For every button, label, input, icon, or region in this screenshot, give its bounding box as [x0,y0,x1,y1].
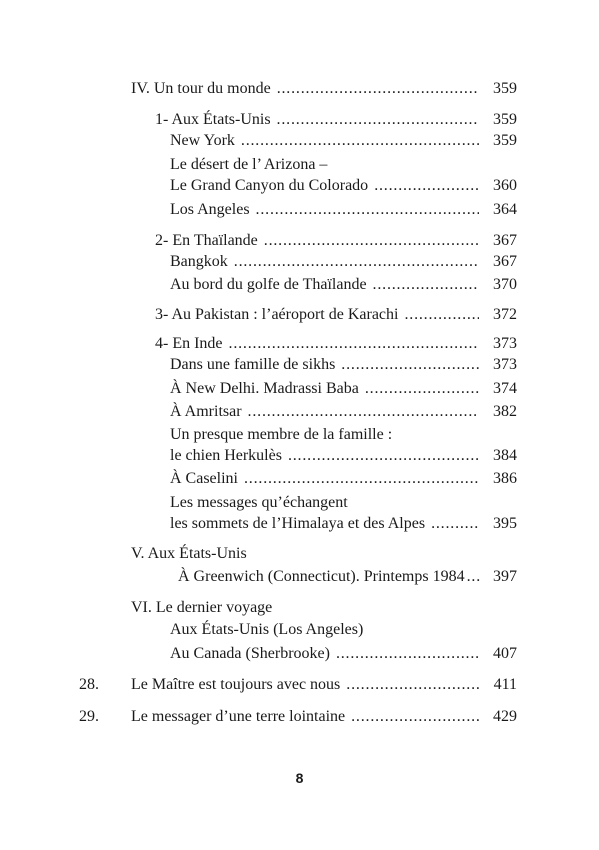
toc-entry-part-v: V. Aux États-Unis [131,545,247,562]
toc-entry-chien [170,446,517,466]
toc-page-number: 382 [493,403,517,420]
toc-entry-los-angeles [170,200,517,220]
toc-page-number: 372 [493,306,517,323]
dot-leader [288,446,479,466]
toc-page-number: 360 [493,177,517,194]
toc-entry-canada [170,644,517,664]
toc-page-number: 373 [493,356,517,373]
toc-page-number: 429 [493,708,517,725]
dot-leader [346,675,479,695]
toc-page-number: 370 [493,276,517,293]
toc-entry-ch28 [79,675,517,695]
toc-entry-arizona-line1: Le désert de l’ Arizona – [170,156,328,173]
toc-entry-title: Bangkok [170,253,228,270]
dot-leader [241,131,479,151]
dot-leader [244,469,479,489]
toc-entry-messages [170,514,517,534]
toc-page-number: 395 [493,515,517,532]
toc-entry-new-york [170,131,517,151]
toc-entry-part-iv [131,79,517,99]
toc-entry-amritsar [170,402,517,422]
dot-leader [336,644,479,664]
toc-entry-title: À New Delhi. Madrassi Baba [170,380,359,397]
toc-entry-title: IV. Un tour du monde [131,80,271,97]
dot-leader [277,79,479,99]
dot-leader [351,707,479,727]
toc-entry-inde [155,334,517,354]
toc-page-number: 364 [493,201,517,218]
toc-entry-title: Au Canada (Sherbrooke) [170,645,330,662]
toc-entry-title: À Caselini [170,470,238,487]
chapter-number: 29. [79,708,99,725]
toc-page-number: 384 [493,447,517,464]
toc-entry-title: Dans une famille de sikhs [170,356,336,373]
toc-entry-title: 1- Aux États-Unis [155,111,271,128]
toc-entry-pakistan [155,305,517,325]
toc-entry-title: le chien Herkulès [170,447,282,464]
dot-leader [229,334,479,354]
dot-leader [404,305,479,325]
toc-entry-caselini [170,469,517,489]
toc-entry-arizona [170,176,517,196]
toc-entry-title: 4- En Inde [155,335,223,352]
toc-entry-title: 2- En Thaïlande [155,232,258,249]
dot-leader [256,200,479,220]
dot-leader [341,355,479,375]
toc-page-number: 359 [493,132,517,149]
dot-leader [467,567,481,587]
toc-entry-usa [155,110,517,130]
toc-entry-part-vi: VI. Le dernier voyage [131,599,273,616]
toc-page-number: 367 [493,253,517,270]
toc-entry-title: À Amritsar [170,403,242,420]
toc-page-number: 359 [493,80,517,97]
toc-entry-title: Le Maître est toujours avec nous [131,676,341,693]
toc-entry-delhi [170,379,517,399]
toc-entry-title: À Greenwich (Connecticut). Printemps 1984 [178,568,465,585]
dot-leader [374,176,479,196]
toc-entry-title: Au bord du golfe de Thaïlande [170,276,367,293]
toc-page-number: 407 [493,645,517,662]
toc-page-number: 386 [493,470,517,487]
toc-entry-sikhs [170,355,517,375]
toc-entry-messages-line1: Les messages qu’échangent [170,494,348,511]
toc-entry-thailand [155,231,517,251]
dot-leader [373,275,479,295]
toc-page-number: 374 [493,380,517,397]
toc-entry-greenwich [178,567,517,587]
toc-entry-golfe [170,275,517,295]
toc-page-number: 397 [493,568,517,585]
dot-leader [264,231,479,251]
toc-entry-title: Le Grand Canyon du Colorado [170,177,369,194]
toc-entry-title: les sommets de l’Himalaya et des Alpes [170,515,426,532]
toc-page-number: 373 [493,335,517,352]
toc-entry-title: New York [170,132,235,149]
dot-leader [234,252,479,272]
chapter-number: 28. [79,676,99,693]
toc-entry-bangkok [170,252,517,272]
dot-leader [277,110,479,130]
toc-entry-chien-line1: Un presque membre de la famille : [170,426,393,443]
toc-entry-title: 3- Au Pakistan : l’aéroport de Karachi [155,306,399,323]
dot-leader [365,379,479,399]
dot-leader [248,402,479,422]
toc-entry-ch29 [79,707,517,727]
toc-entry-title: Le messager d’une terre lointaine [131,708,346,725]
dot-leader [431,514,479,534]
toc-page-number: 411 [493,676,517,693]
toc-entry-title: Los Angeles [170,201,250,218]
toc-page-number: 367 [493,232,517,249]
page-number-folio: 8 [295,770,304,786]
toc-entry-usa-la: Aux États-Unis (Los Angeles) [170,621,364,638]
toc-page-number: 359 [493,111,517,128]
